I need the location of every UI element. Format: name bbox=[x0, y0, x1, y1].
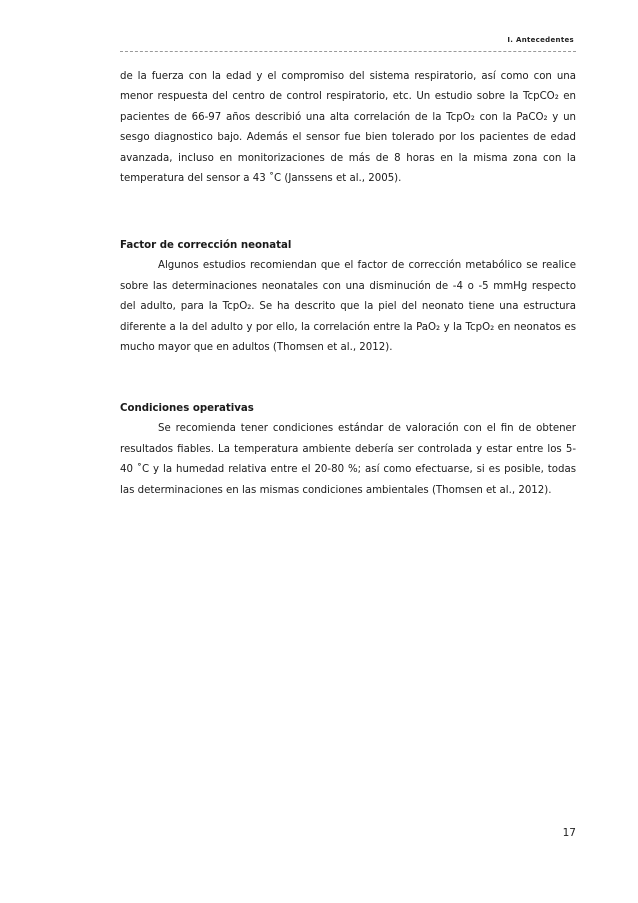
section-paragraph: Se recomienda tener condiciones estándar de valoración con el fin de obtener resultados fiables. La temperatura ambiente debería ser controlada y estar entre los 5-40 ˚C y la humedad relativa entre el 20-80 %; así como efectuarse, si es posible, todas las determinaciones en las mismas condiciones ambientales (Thomsen et al., 2012). bbox=[120, 423, 576, 496]
section-heading: Factor de corrección neonatal bbox=[120, 240, 292, 252]
page-body bbox=[120, 67, 576, 501]
section-factor-correccion-neonatal bbox=[120, 236, 576, 358]
intro-paragraph: de la fuerza con la edad y el compromiso del sistema respiratorio, así como con una menor respuesta del centro de control respiratorio, etc. Un estudio sobre la TcpCO₂ en pacientes de 66-97 años describió una alta correlación de la TcpO₂ con la PaCO₂ y un sesgo diagnostico bajo. Además el sensor fue bien tolerado por los pacientes de edad avanzada, incluso en monitorizaciones de más de 8 horas en la misma zona con la temperatura del sensor a 43 ˚C (Janssens et al., 2005). bbox=[120, 71, 576, 185]
running-head: I. Antecedentes bbox=[507, 36, 574, 44]
section-condiciones-operativas bbox=[120, 399, 576, 501]
header-divider bbox=[120, 51, 576, 52]
section-paragraph: Algunos estudios recomiendan que el factor de corrección metabólico se realice sobre las determinaciones neonatales con una disminución de -4 o -5 mmHg respecto del adulto, para la TcpO₂. Se ha descrito que la piel del neonato tiene una estructura diferente a la del adulto y por ello, la correlación entre la PaO₂ y la TcpO₂ en neonatos es mucho mayor que en adultos (Thomsen et al., 2012). bbox=[120, 260, 576, 354]
section-heading: Condiciones operativas bbox=[120, 403, 254, 415]
page-number: 17 bbox=[562, 827, 576, 839]
